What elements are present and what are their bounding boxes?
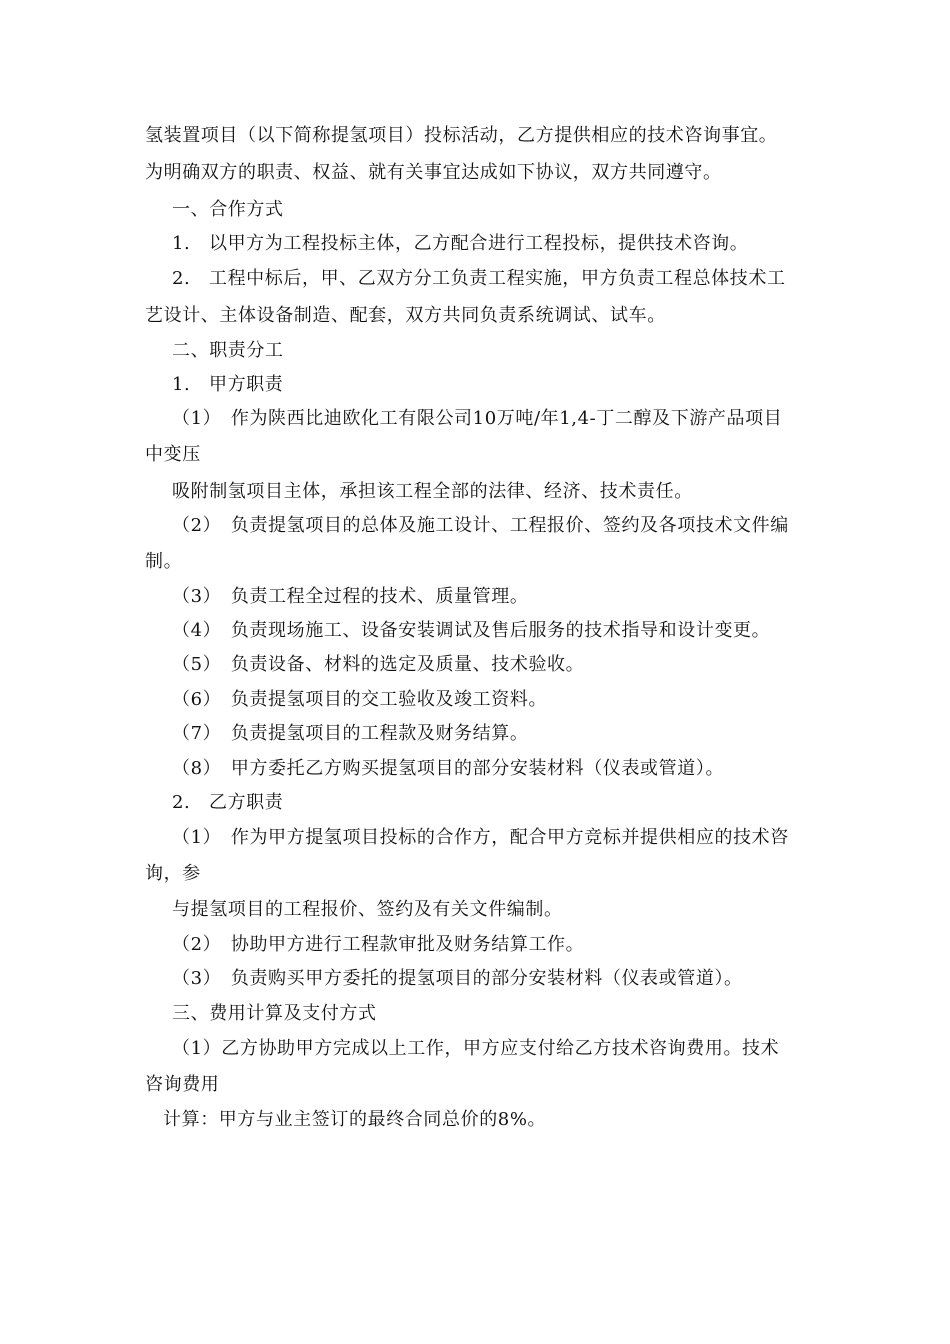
subsection-heading: 1. 甲方职责 xyxy=(172,374,284,395)
section-heading: 一、合作方式 xyxy=(172,199,284,220)
list-item: （1） 作为陕西比迪欧化工有限公司10万吨/年1,4-丁二醇及下游产品项目 xyxy=(172,408,783,429)
paragraph-line: 计算：甲方与业主签订的最终合同总价的8%。 xyxy=(163,1109,547,1130)
list-item: （4） 负责现场施工、设备安装调试及售后服务的技术指导和设计变更。 xyxy=(172,620,771,641)
list-item: （1）乙方协助甲方完成以上工作，甲方应支付给乙方技术咨询费用。技术 xyxy=(172,1038,780,1059)
list-item: （5） 负责设备、材料的选定及质量、技术验收。 xyxy=(172,654,585,675)
list-item: （2） 协助甲方进行工程款审批及财务结算工作。 xyxy=(172,934,585,955)
paragraph-line: 艺设计、主体设备制造、配套，双方共同负责系统调试、试车。 xyxy=(145,305,666,326)
paragraph-line: 氢装置项目（以下简称提氢项目）投标活动，乙方提供相应的技术咨询事宜。 xyxy=(145,125,778,146)
list-item: （7） 负责提氢项目的工程款及财务结算。 xyxy=(172,723,529,744)
section-heading: 二、职责分工 xyxy=(172,340,284,361)
list-item: （1） 作为甲方提氢项目投标的合作方，配合甲方竞标并提供相应的技术咨 xyxy=(172,827,789,848)
list-item: 2. 工程中标后，甲、乙双方分工负责工程实施，甲方负责工程总体技术工 xyxy=(172,268,786,289)
list-item: （8） 甲方委托乙方购买提氢项目的部分安装材料（仪表或管道）。 xyxy=(172,758,725,779)
list-item: （6） 负责提氢项目的交工验收及竣工资料。 xyxy=(172,689,548,710)
paragraph-line: 吸附制氢项目主体，承担该工程全部的法律、经济、技术责任。 xyxy=(172,481,693,502)
paragraph-line: 咨询费用 xyxy=(145,1074,220,1095)
subsection-heading: 2. 乙方职责 xyxy=(172,792,284,813)
list-item: （2） 负责提氢项目的总体及施工设计、工程报价、签约及各项技术文件编 xyxy=(172,515,789,536)
list-item: 1. 以甲方为工程投标主体，乙方配合进行工程投标，提供技术咨询。 xyxy=(172,233,749,254)
list-item: （3） 负责购买甲方委托的提氢项目的部分安装材料（仪表或管道）。 xyxy=(172,968,743,989)
section-heading: 三、费用计算及支付方式 xyxy=(172,1003,377,1024)
paragraph-line: 与提氢项目的工程报价、签约及有关文件编制。 xyxy=(172,899,563,920)
paragraph-line: 为明确双方的职责、权益、就有关事宜达成如下协议，双方共同遵守。 xyxy=(145,162,722,183)
paragraph-line: 制。 xyxy=(145,551,183,572)
paragraph-line: 中变压 xyxy=(145,444,201,465)
paragraph-line: 询，参 xyxy=(145,863,201,884)
list-item: （3） 负责工程全过程的技术、质量管理。 xyxy=(172,586,529,607)
